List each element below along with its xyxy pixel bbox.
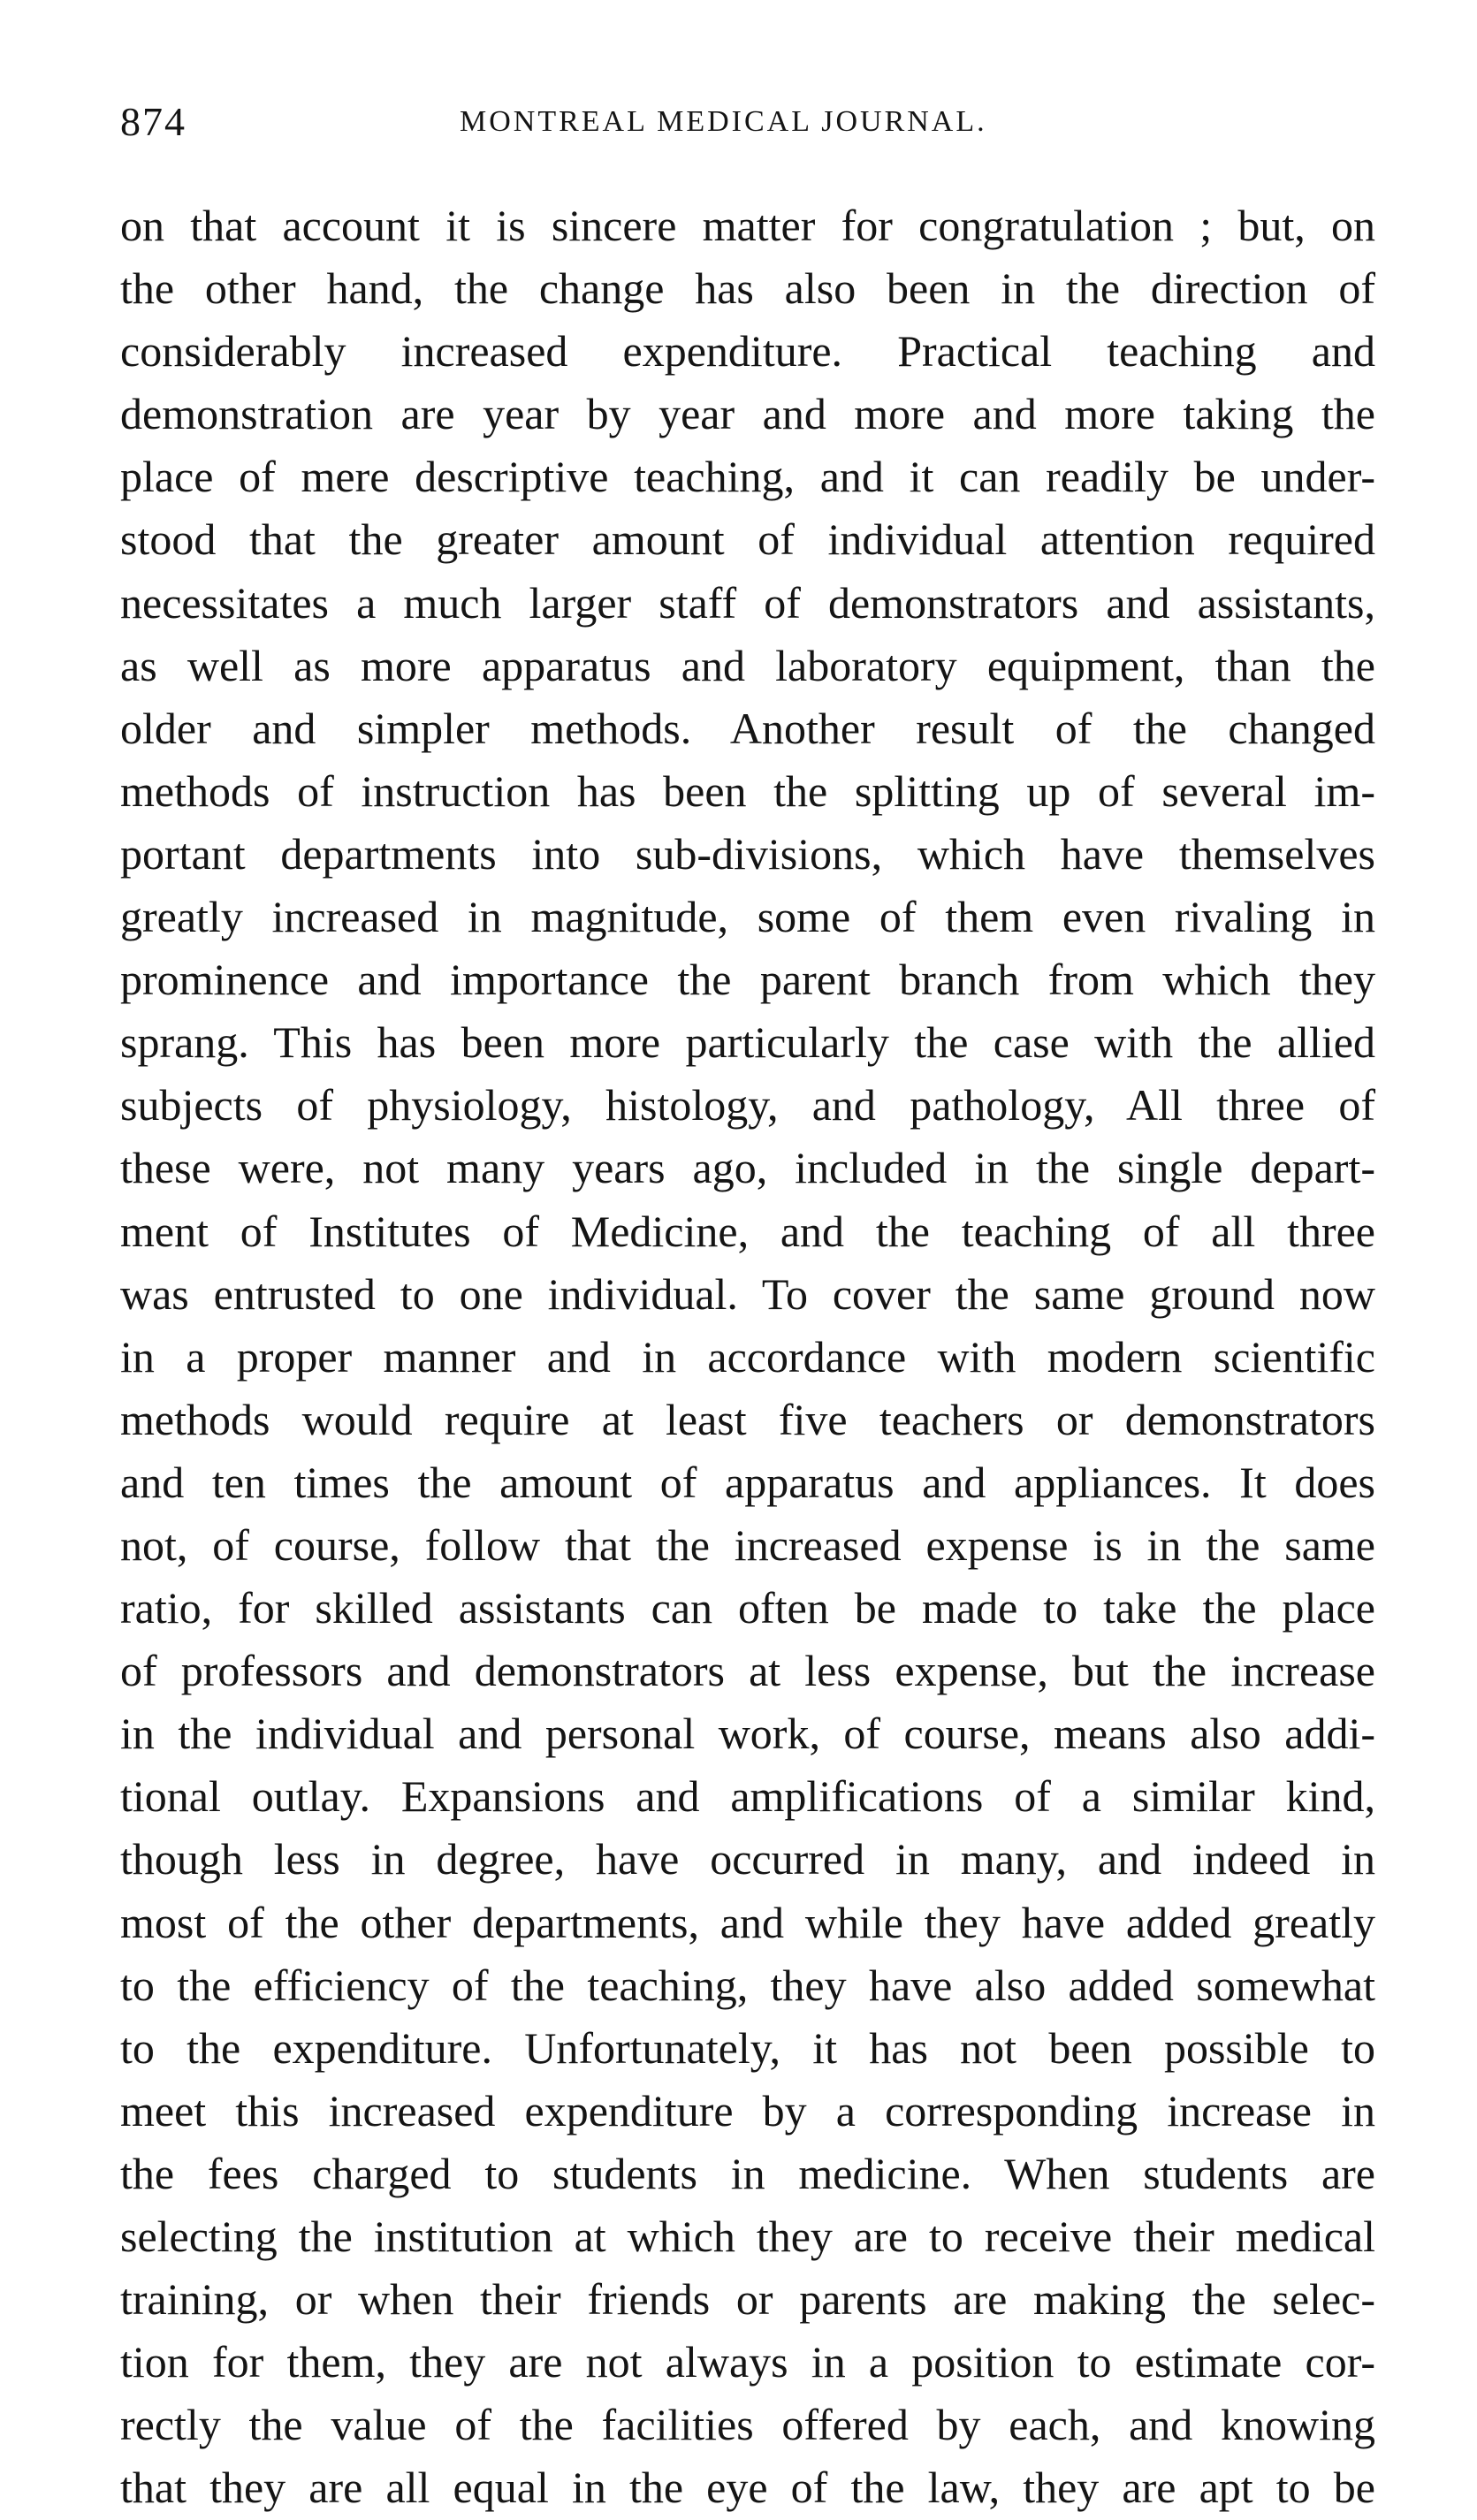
text-line: the fees charged to students in medicine. When students are [120,2148,1375,2198]
text-line: older and simpler methods. Another result of the changed [120,703,1375,753]
text-line: methods would require at least five teachers or demonstrators [120,1394,1375,1444]
text-line: most of the other departments, and while they have added greatly [120,1897,1375,1947]
text-line: methods of instruction has been the splitting up of several im- [120,765,1375,816]
text-line: tion for them, they are not always in a position to estimate cor- [120,2337,1375,2387]
text-line: selecting the institution at which they are to receive their medical [120,2212,1375,2261]
text-line: to the efficiency of the teaching, they have also added somewhat [120,1960,1375,2010]
text-line: as well as more apparatus and laboratory equipment, than the [120,640,1375,690]
text-line: in a proper manner and in accordance with modern scientific [120,1331,1375,1382]
text-line: portant departments into sub-divisions, which have themselves [120,828,1375,879]
text-line: stood that the greater amount of individual attention required [120,514,1375,565]
text-line: in the individual and personal work, of course, means also addi- [120,1709,1375,1759]
text-line: was entrusted to one individual. To cover the same ground now [120,1268,1375,1319]
text-line: considerably increased expenditure. Practical teaching and [120,326,1375,377]
text-line: and ten times the amount of apparatus and appliances. It does [120,1457,1375,1507]
text-line: these were, not many years ago, included in the single depart- [120,1143,1375,1193]
text-line: ratio, for skilled assistants can often be made to take the place [120,1583,1375,1633]
journal-title: MONTREAL MEDICAL JOURNAL. [460,105,987,138]
text-line: not, of course, follow that the increased expense is in the same [120,1519,1375,1570]
text-line: to the expenditure. Unfortunately, it has not been possible to [120,2022,1375,2073]
text-line: though less in degree, have occurred in many, and indeed in [120,1834,1375,1884]
running-head [0,95,1477,148]
body-text [120,194,1375,2519]
text-line: greatly increased in magnitude, some of them even rivaling in [120,892,1375,942]
text-line: on that account it is sincere matter for congratulation ; but, on [120,201,1375,250]
text-line: that they are all equal in the eye of the law, they are apt to be [120,2463,1375,2513]
text-line: the other hand, the change has also been in the direction of [120,263,1375,314]
text-line: demonstration are year by year and more and more taking the [120,389,1375,439]
text-line: sprang. This has been more particularly the case with the allied [120,1017,1375,1068]
text-line: place of mere descriptive teaching, and it can readily be under- [120,452,1375,502]
text-line: of professors and demonstrators at less expense, but the increase [120,1646,1375,1696]
text-line: prominence and importance the parent branch from which they [120,955,1375,1005]
text-line: training, or when their friends or parents are making the selec- [120,2274,1375,2325]
page-number: 874 [120,99,187,144]
text-line: ment of Institutes of Medicine, and the teaching of all three [120,1206,1375,1256]
text-line: subjects of physiology, histology, and pathology, All three of [120,1080,1375,1131]
text-line: necessitates a much larger staff of demonstrators and assistants, [120,577,1375,628]
text-line: rectly the value of the facilities offered by each, and knowing [120,2400,1375,2450]
text-line: meet this increased expenditure by a corresponding increase in [120,2085,1375,2136]
text-line: tional outlay. Expansions and amplifications of a similar kind, [120,1771,1375,1822]
